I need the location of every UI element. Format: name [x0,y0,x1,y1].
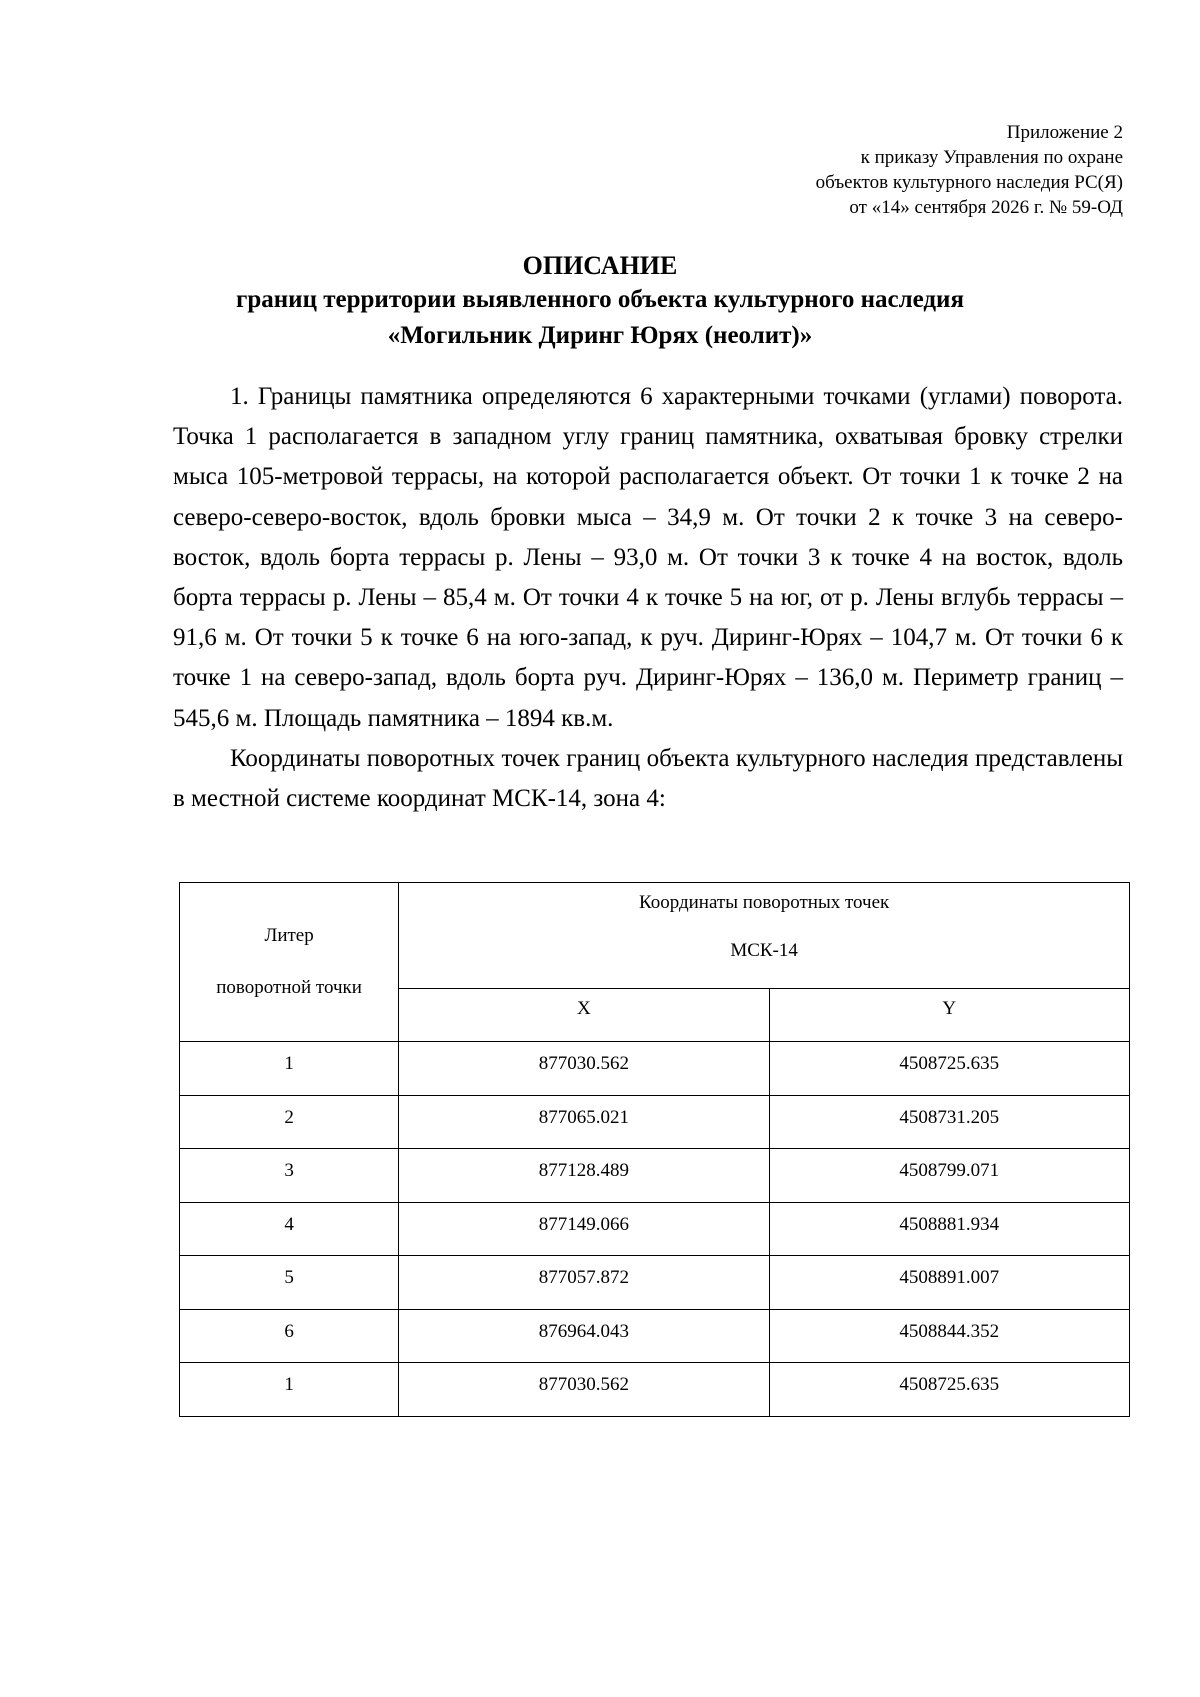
cell-x: 877057.872 [399,1256,769,1310]
table-row [180,1363,1130,1417]
cell-point: 5 [180,1256,399,1310]
table-row [180,1309,1130,1363]
appendix-order-date: от «14» сентября 2026 г. № 59-ОД [849,197,1123,218]
boundary-description-paragraph: 1. Границы памятника определяются 6 характерными точками (углами) поворота. Точка 1 располагается в западном углу границ памятника, охватывая бровку стрелки мыса 105-метровой террасы, на которой располагается объект. От точки 1 к точке 2 на северо-северо-восток, вдоль бровки мыса – 34,9 м. От точки 2 к точке 3 на северо-восток, вдоль борта террасы р. Лены – 93,0 м. От точки 3 к точке 4 на восток, вдоль борта террасы р. Лены – 85,4 м. От точки 4 к точке 5 на юг, от р. Лены вглубь террасы – 91,6 м. От точки 5 к точке 6 на юго-запад, к руч. Диринг-Юрях – 104,7 м. От точки 6 к точке 1 на северо-запад, вдоль борта руч. Диринг-Юрях – 136,0 м. Периметр границ – 545,6 м. Площадь памятника – 1894 кв.м. [173,383,1123,732]
cell-x: 877030.562 [399,1042,769,1096]
cell-y: 4508725.635 [769,1363,1129,1417]
table-row [180,1149,1130,1203]
cell-x: 877030.562 [399,1363,769,1417]
cell-x: 877149.066 [399,1202,769,1256]
document-subtitle-line2: «Могильник Диринг Юрях (неолит)» [387,322,813,349]
appendix-authority: объектов культурного наследия РС(Я) [815,172,1123,193]
header-x: X [399,988,769,1041]
cell-point: 2 [180,1095,399,1149]
cell-y: 4508799.071 [769,1149,1129,1203]
cell-point: 1 [180,1363,399,1417]
header-coordinates-line2: МСК-14 [730,940,798,961]
cell-y: 4508881.934 [769,1202,1129,1256]
document-title-block [0,250,1200,354]
table-row [180,1042,1130,1096]
document-title: ОПИСАНИЕ [522,251,678,280]
cell-point: 3 [180,1149,399,1203]
cell-point: 1 [180,1042,399,1096]
appendix-number: Приложение 2 [1006,122,1123,143]
cell-x: 877065.021 [399,1095,769,1149]
cell-x: 877128.489 [399,1149,769,1203]
cell-y: 4508731.205 [769,1095,1129,1149]
table-row [180,1202,1130,1256]
header-point-liter-line2: поворотной точки [216,977,362,998]
cell-point: 6 [180,1309,399,1363]
coordinates-table [179,882,1130,1417]
document-subtitle-line1: границ территории выявленного объекта культурного наследия [236,286,964,313]
header-coordinates [399,883,1130,989]
header-point-liter [180,883,399,1042]
table-row [180,1095,1130,1149]
cell-y: 4508725.635 [769,1042,1129,1096]
cell-x: 876964.043 [399,1309,769,1363]
header-point-liter-line1: Литер [264,925,314,946]
cell-point: 4 [180,1202,399,1256]
table-row [180,1256,1130,1310]
document-body [173,377,1123,819]
cell-y: 4508891.007 [769,1256,1129,1310]
header-y: Y [769,988,1129,1041]
coordinates-intro-paragraph: Координаты поворотных точек границ объекта культурного наследия представлены в местной системе координат МСК-14, зона 4: [173,744,1123,813]
header-coordinates-line1: Координаты поворотных точек [638,892,890,913]
appendix-order-reference: к приказу Управления по охране [860,147,1123,168]
appendix-header-note [816,120,1123,220]
cell-y: 4508844.352 [769,1309,1129,1363]
